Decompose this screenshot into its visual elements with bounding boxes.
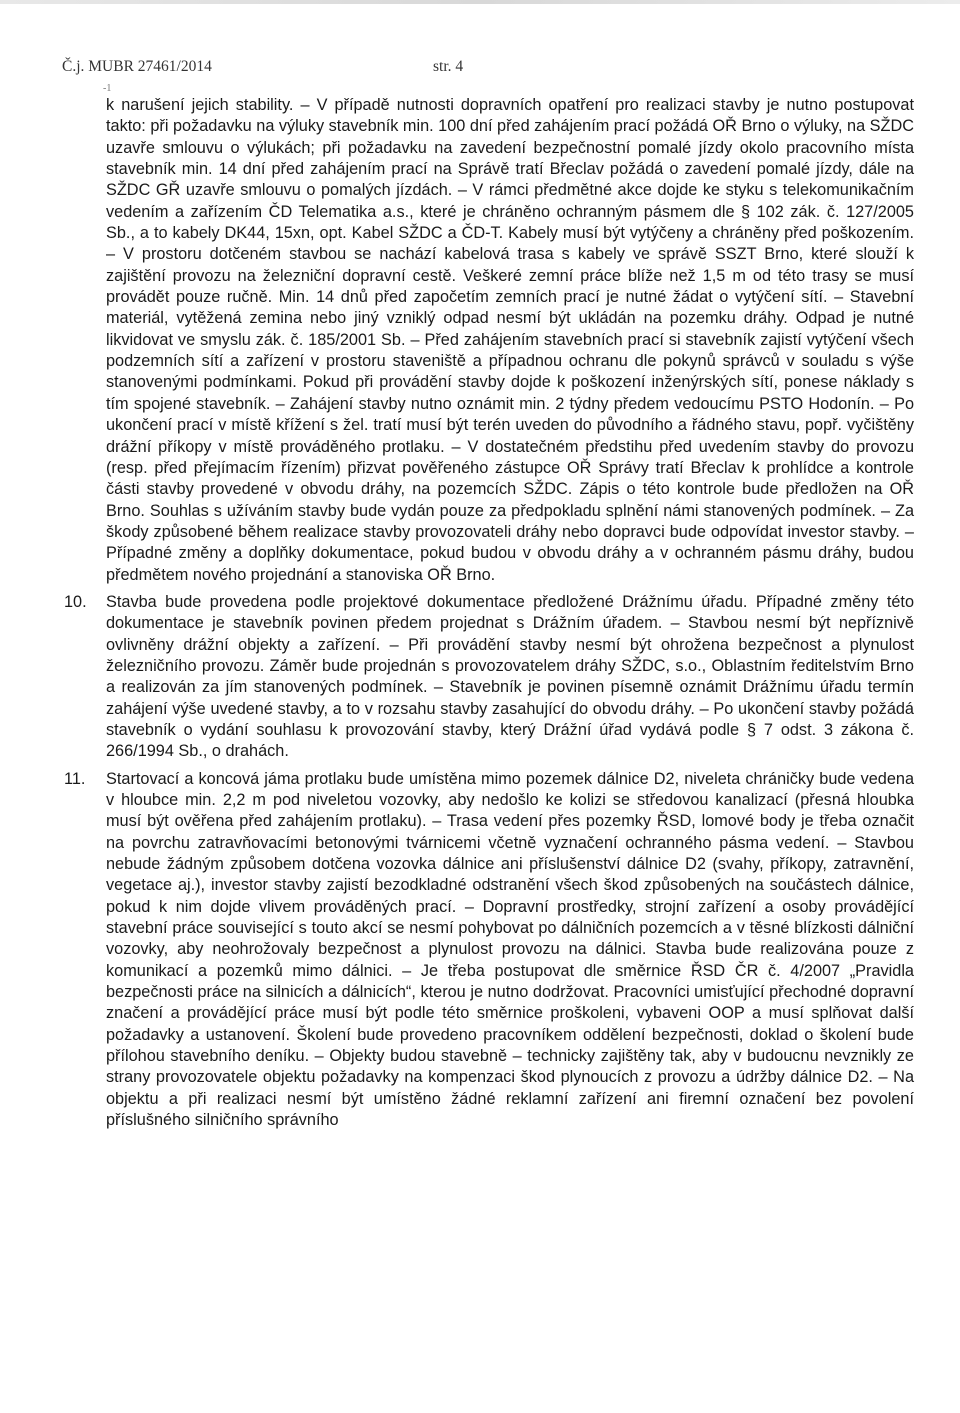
- continuation-paragraph: k narušení jejich stability. – V případě nutnosti dopravních opatření pro realizaci stavby je nutno postupovat takto: při požadavku na výluky stavebník min. 100 dní před zahájením prací požádá OŘ Brno o výluky, na SŽDC uzavře smlouvu o výlukách; při požadavku na zavedení bezpečnostní pomalé jízdy okolo pracovního místa stavebník min. 14 dní před zahájením prací na Správě tratí Břeclav požádá o zavedení pomalé jízdy, dále na SŽDC GŘ uzavře smlouvu o pomalých jízdách. – V rámci předmětné akce dojde ke styku s telekomunikačním vedením a zařízením ČD Telematika a.s., které je chráněno ochranným pásmem dle § 102 zák. č. 127/2005 Sb., a to kabely DK44, 15xn, opt. Kabel SŽDC a ČD-T. Kabely musí být vytýčeny a chráněny před poškozením. – V prostoru dotčeném stavbou se nachází kabelová trasa s kabely ve správě SSZT Brno, které slouží k zajištění provozu na železniční dopravní cestě. Veškeré zemní práce blíže než 1,5 m od této trasy se musí provádět pouze ručně. Min. 14 dnů před započetím zemních prací je nutné žádat o vytýčení sítí. – Stavební materiál, vytěžená zemina nebo jiný vzniklý odpad nesmí být ukládán na pozemku dráhy. Odpad je nutné likvidovat ve smyslu zák. č. 185/2001 Sb. – Před zahájením stavebních prací si stavebník zajistí vytýčení všech podzemních sítí a zařízení v prostoru staveniště a případnou ochranu dle pokynů správců v souladu s výše stanovenými podmínkami. Pokud při provádění stavby dojde k poškození inženýrských sítí, ponese náklady s tím spojené stavebník. – Zahájení stavby nutno oznámit min. 2 týdny předem vedoucímu PSTO Hodonín. – Po ukončení prací v místě křížení s žel. tratí musí být terén uveden do původního a řádného stavu, popř. vyčištěny drážní příkopy v místě prováděného protlaku. – V dostatečném předstihu před uvedením stavby do provozu (resp. před přejímacím řízením) přizvat pověřeného zástupce OŘ Správy tratí Břeclav k prohlídce a kontrole části stavby provedené v obvodu dráhy, na pozemcích SŽDC. Zápis o této kontrole bude předložen na OŘ Brno. Souhlas s užíváním stavby bude vydán pouze za předpokladu splnění námi stanovených podmínek. – Za škody způsobené během realizace stavby provozovateli dráhy nebo dopravci bude odpovídat investor stavby. – Případné změny a doplňky dokumentace, pokud budou v obvodu dráhy a v ochranném pásmu dráhy, budou předmětem nového projednání a stanoviska OŘ Brno.: [106, 96, 914, 584]
- item-text: Startovací a koncová jáma protlaku bude umístěna mimo pozemek dálnice D2, niveleta chráničky bude vedena v hloubce min. 2,2 m pod niveletou vozovky, aby nedošlo ke kolizi se středovou kanalizací (přesná hloubka musí být ověřena před zahájením protlaku). – Trasa vedení přes pozemky ŘSD, lomové body je třeba označit na povrchu zatravňovacími betonovými tvárnicemi včetně vyznačení ochranného pásma vedení. – Stavbou nebude žádným způsobem dotčena vozovka dálnice ani příslušenství dálnice D2 (svahy, příkopy, zatravnění, vegetace aj.), investor stavby zajistí bezodkladné odstranění všech škod způsobených na součástech dálnice, pokud k nim dojde vlivem prováděných prací. – Dopravní prostředky, strojní zařízení a osoby provádějící stavební práce související s touto akcí se nesmí pohybovat po dálničních pozemcích a v těsné blízkosti dálniční vozovky, aby neohrožovaly bezpečnost a plynulost provozu na dálnici. Stavba bude realizována pouze z komunikací a pozemků mimo dálnici. – Je třeba postupovat dle směrnice ŘSD ČR č. 4/2007 „Pravidla bezpečnosti práce na silnicích a dálnicích“, kterou je nutno dodržovat. Pracovníci umisťující přechodné dopravní značení a provádějící práce musí být podle této směrnice proškoleni, vybaveni OOP a musí splňovat další požadavky a ustanovení. Školení bude provedeno pracovníkem oddělení bezpečnosti, doklad o školení bude přílohou stavebního deníku. – Objekty budou stavebně – technicky zajištěny tak, aby v budoucnu nevznikly ze strany provozovatele objektu požadavky na kompenzaci škod plynoucích z provozu a údržby dálnice D2. – Na objektu a při realizaci nesmí být umístěno žádné reklamní zařízení ani firemní označení bez povolení příslušného silničního správního: [106, 769, 914, 1130]
- item-text: Stavba bude provedena podle projektové dokumentace předložené Drážnímu úřadu. Případné změny této dokumentace je stavebník povinen předem projednat s Drážním úřadem. – Stavbou nesmí být nepříznivě ovlivněny drážní objekty a zařízení. – Při provádění stavby nesmí být ohrožena bezpečnost a plynulost železničního provozu. Záměr bude projednán s provozovatelem dráhy SŽDC, s.o., Oblastním ředitelstvím Brno a realizován za jím stanovených podmínek. – Stavebník je povinen písemně oznámit Drážnímu úřadu termín zahájení výše uvedené stavby, a to v rozsahu stavby zasahující do obvodu dráhy. – Po ukončení stavby požádá stavebník o vydání souhlasu k provozování stavby, který Drážní úřad vydává podle § 7 odst. 3 zákona č. 266/1994 Sb., o drahách.: [106, 592, 914, 761]
- reference-number: Č.j. MUBR 27461/2014: [62, 58, 212, 75]
- item-number: 11.: [64, 769, 86, 788]
- page-number: str. 4: [433, 58, 464, 75]
- scan-top-edge: [0, 0, 960, 4]
- scan-mark: -1: [103, 83, 112, 94]
- item-number: 10.: [64, 592, 87, 611]
- list-item: [62, 769, 914, 1132]
- list-item: [62, 592, 914, 763]
- document-body: [62, 95, 914, 1132]
